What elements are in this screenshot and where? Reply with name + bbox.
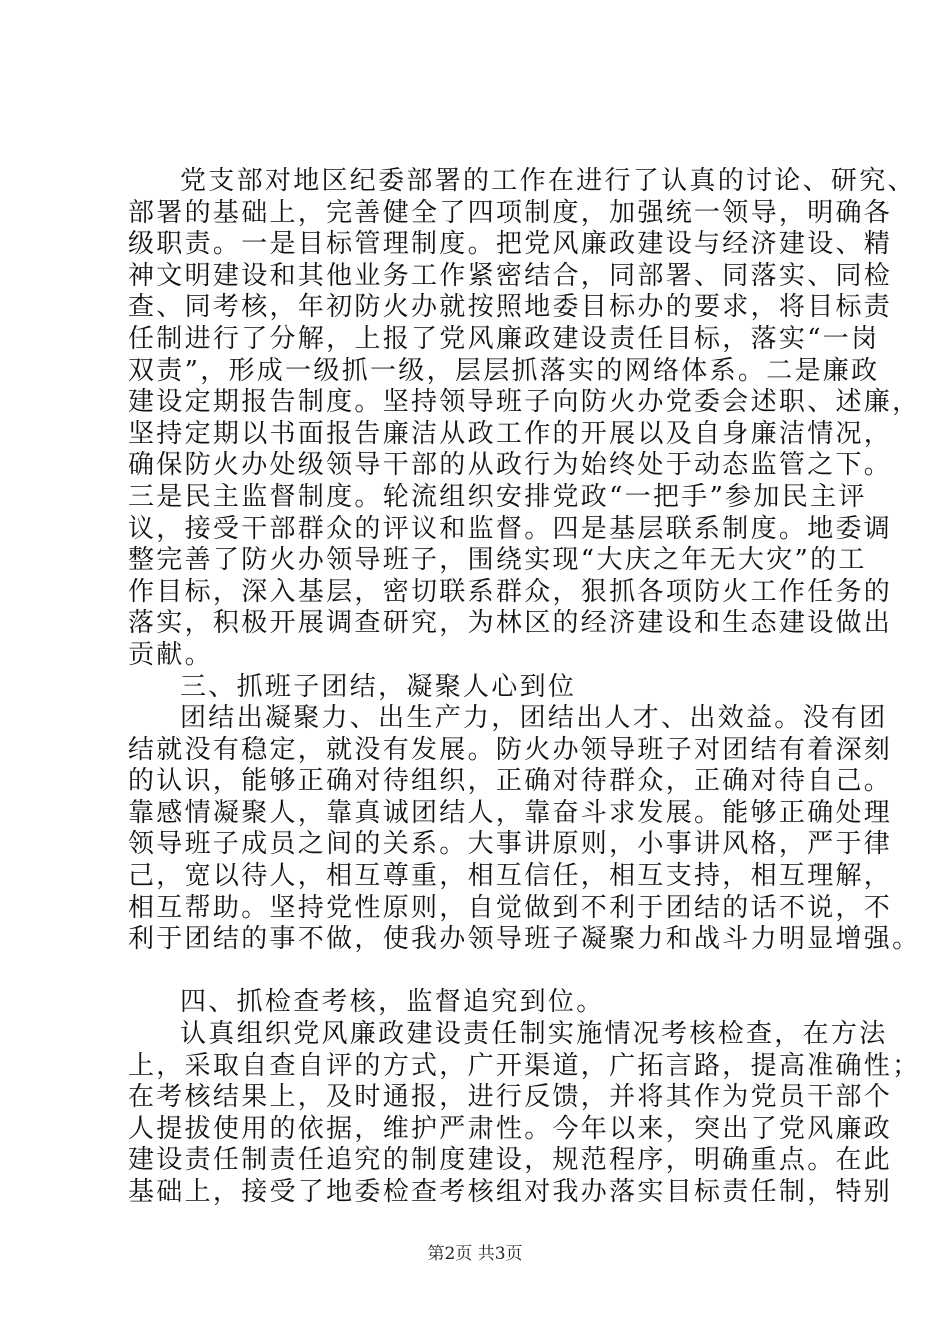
text-line: 上，采取自查自评的方式，广开渠道，广拓言路，提高准确性； <box>128 1050 921 1081</box>
text-line: 确保防火办处级领导干部的从政行为始终处于动态监管之下。 <box>128 450 893 481</box>
text-line: 查、同考核，年初防火办就按照地委目标办的要求，将目标责 <box>128 292 893 323</box>
text-line: 双责”，形成一级抓一级，层层抓落实的网络体系。二是廉政 <box>128 355 880 386</box>
text-line: 人提拔使用的依据，维护严肃性。今年以来，突出了党风廉政 <box>128 1113 893 1144</box>
blank-line <box>128 956 858 988</box>
text-line: 任制进行了分解，上报了党风廉政建设责任目标，落实“一岗 <box>128 323 880 354</box>
text-line: 三、抓班子团结，凝聚人心到位 <box>180 671 577 702</box>
text-line: 基础上，接受了地委检查考核组对我办落实目标责任制，特别 <box>128 1177 893 1207</box>
text-line: 神文明建设和其他业务工作紧密结合，同部署、同落实、同检 <box>128 260 893 291</box>
text-line: 利于团结的事不做，使我办领导班子凝聚力和战斗力明显增强。 <box>128 924 921 955</box>
text-line: 作目标，深入基层，密切联系群众，狠抓各项防火工作任务的 <box>128 576 893 607</box>
text-line: 部署的基础上，完善健全了四项制度，加强统一领导，明确各 <box>128 197 893 228</box>
text-line: 坚持定期以书面报告廉洁从政工作的开展以及自身廉洁情况， <box>128 418 893 449</box>
text-line: 建设责任制责任追究的制度建设，规范程序，明确重点。在此 <box>128 1145 893 1176</box>
text-line: 贡献。 <box>128 639 213 670</box>
document-body <box>128 166 921 1209</box>
text-line: 认真组织党风廉政建设责任制实施情况考核检查，在方法 <box>180 1019 888 1050</box>
text-line: 落实，积极开展调查研究，为林区的经济建设和生态建设做出 <box>128 608 893 639</box>
text-line: 党支部对地区纪委部署的工作在进行了认真的讨论、研究、 <box>180 166 916 196</box>
text-line: 结就没有稳定，就没有发展。防火办领导班子对团结有着深刻 <box>128 734 893 765</box>
page-footer: 第2页 共3页 <box>427 1244 523 1264</box>
text-line: 级职责。一是目标管理制度。把党风廉政建设与经济建设、精 <box>128 229 893 260</box>
text-line: 相互帮助。坚持党性原则，自觉做到不利于团结的话不说，不 <box>128 892 893 923</box>
text-line: 在考核结果上，及时通报，进行反馈，并将其作为党员干部个 <box>128 1082 893 1113</box>
text-line: 议，接受干部群众的评议和监督。四是基层联系制度。地委调 <box>128 513 893 544</box>
text-line: 整完善了防火办领导班子，围绕实现“大庆之年无大灾”的工 <box>128 545 867 576</box>
text-line: 靠感情凝聚人，靠真诚团结人，靠奋斗求发展。能够正确处理 <box>128 797 893 828</box>
text-line: 领导班子成员之间的关系。大事讲原则，小事讲风格，严于律 <box>128 829 893 860</box>
text-line: 三是民主监督制度。轮流组织安排党政“一把手”参加民主评 <box>128 481 867 512</box>
text-line: 团结出凝聚力、出生产力，团结出人才、出效益。没有团 <box>180 703 888 734</box>
text-line: 己，宽以待人，相互尊重，相互信任，相互支持，相互理解， <box>128 861 893 892</box>
text-line: 的认识，能够正确对待组织，正确对待群众，正确对待自己。 <box>128 766 893 797</box>
text-line: 建设定期报告制度。坚持领导班子向防火办党委会述职、述廉， <box>128 387 921 418</box>
text-line: 四、抓检查考核，监督追究到位。 <box>180 987 605 1018</box>
